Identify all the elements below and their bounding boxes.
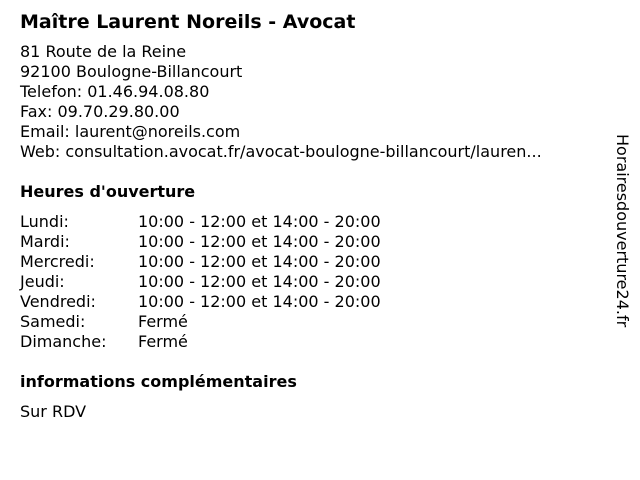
hours-row-tuesday [20,232,605,252]
info-text: Sur RDV [20,402,87,421]
city-address: 92100 Boulogne-Billancourt [20,62,243,81]
street-address: 81 Route de la Reine [20,42,187,61]
hours-time-value: 10:00 - 12:00 et 14:00 - 20:00 [138,232,381,251]
business-card [20,10,605,422]
address-block [20,42,605,162]
hours-row-sunday [20,332,605,352]
site-watermark: Horairesdouverture24.fr [613,134,632,328]
hours-row-wednesday [20,252,605,272]
hours-day-label: Mercredi: [20,252,95,271]
opening-hours-table [20,212,605,352]
hours-heading: Heures d'ouverture [20,182,196,201]
website-url: Web: consultation.avocat.fr/avocat-boulogne-billancourt/lauren... [20,142,542,161]
hours-time-value: 10:00 - 12:00 et 14:00 - 20:00 [138,212,381,231]
hours-day-label: Lundi: [20,212,69,231]
hours-day-label: Jeudi: [20,272,65,291]
hours-time-value: 10:00 - 12:00 et 14:00 - 20:00 [138,292,381,311]
hours-day-label: Mardi: [20,232,70,251]
hours-day-label: Vendredi: [20,292,96,311]
fax-number: Fax: 09.70.29.80.00 [20,102,180,121]
hours-row-friday [20,292,605,312]
hours-row-monday [20,212,605,232]
email-address: Email: laurent@noreils.com [20,122,241,141]
hours-day-label: Dimanche: [20,332,107,351]
hours-time-value: Fermé [138,312,188,331]
page-title: Maître Laurent Noreils - Avocat [20,11,356,33]
phone-number: Telefon: 01.46.94.08.80 [20,82,210,101]
hours-time-value: 10:00 - 12:00 et 14:00 - 20:00 [138,272,381,291]
hours-row-saturday [20,312,605,332]
hours-time-value: Fermé [138,332,188,351]
hours-day-label: Samedi: [20,312,86,331]
info-heading: informations complémentaires [20,372,297,391]
hours-row-thursday [20,272,605,292]
hours-time-value: 10:00 - 12:00 et 14:00 - 20:00 [138,252,381,271]
